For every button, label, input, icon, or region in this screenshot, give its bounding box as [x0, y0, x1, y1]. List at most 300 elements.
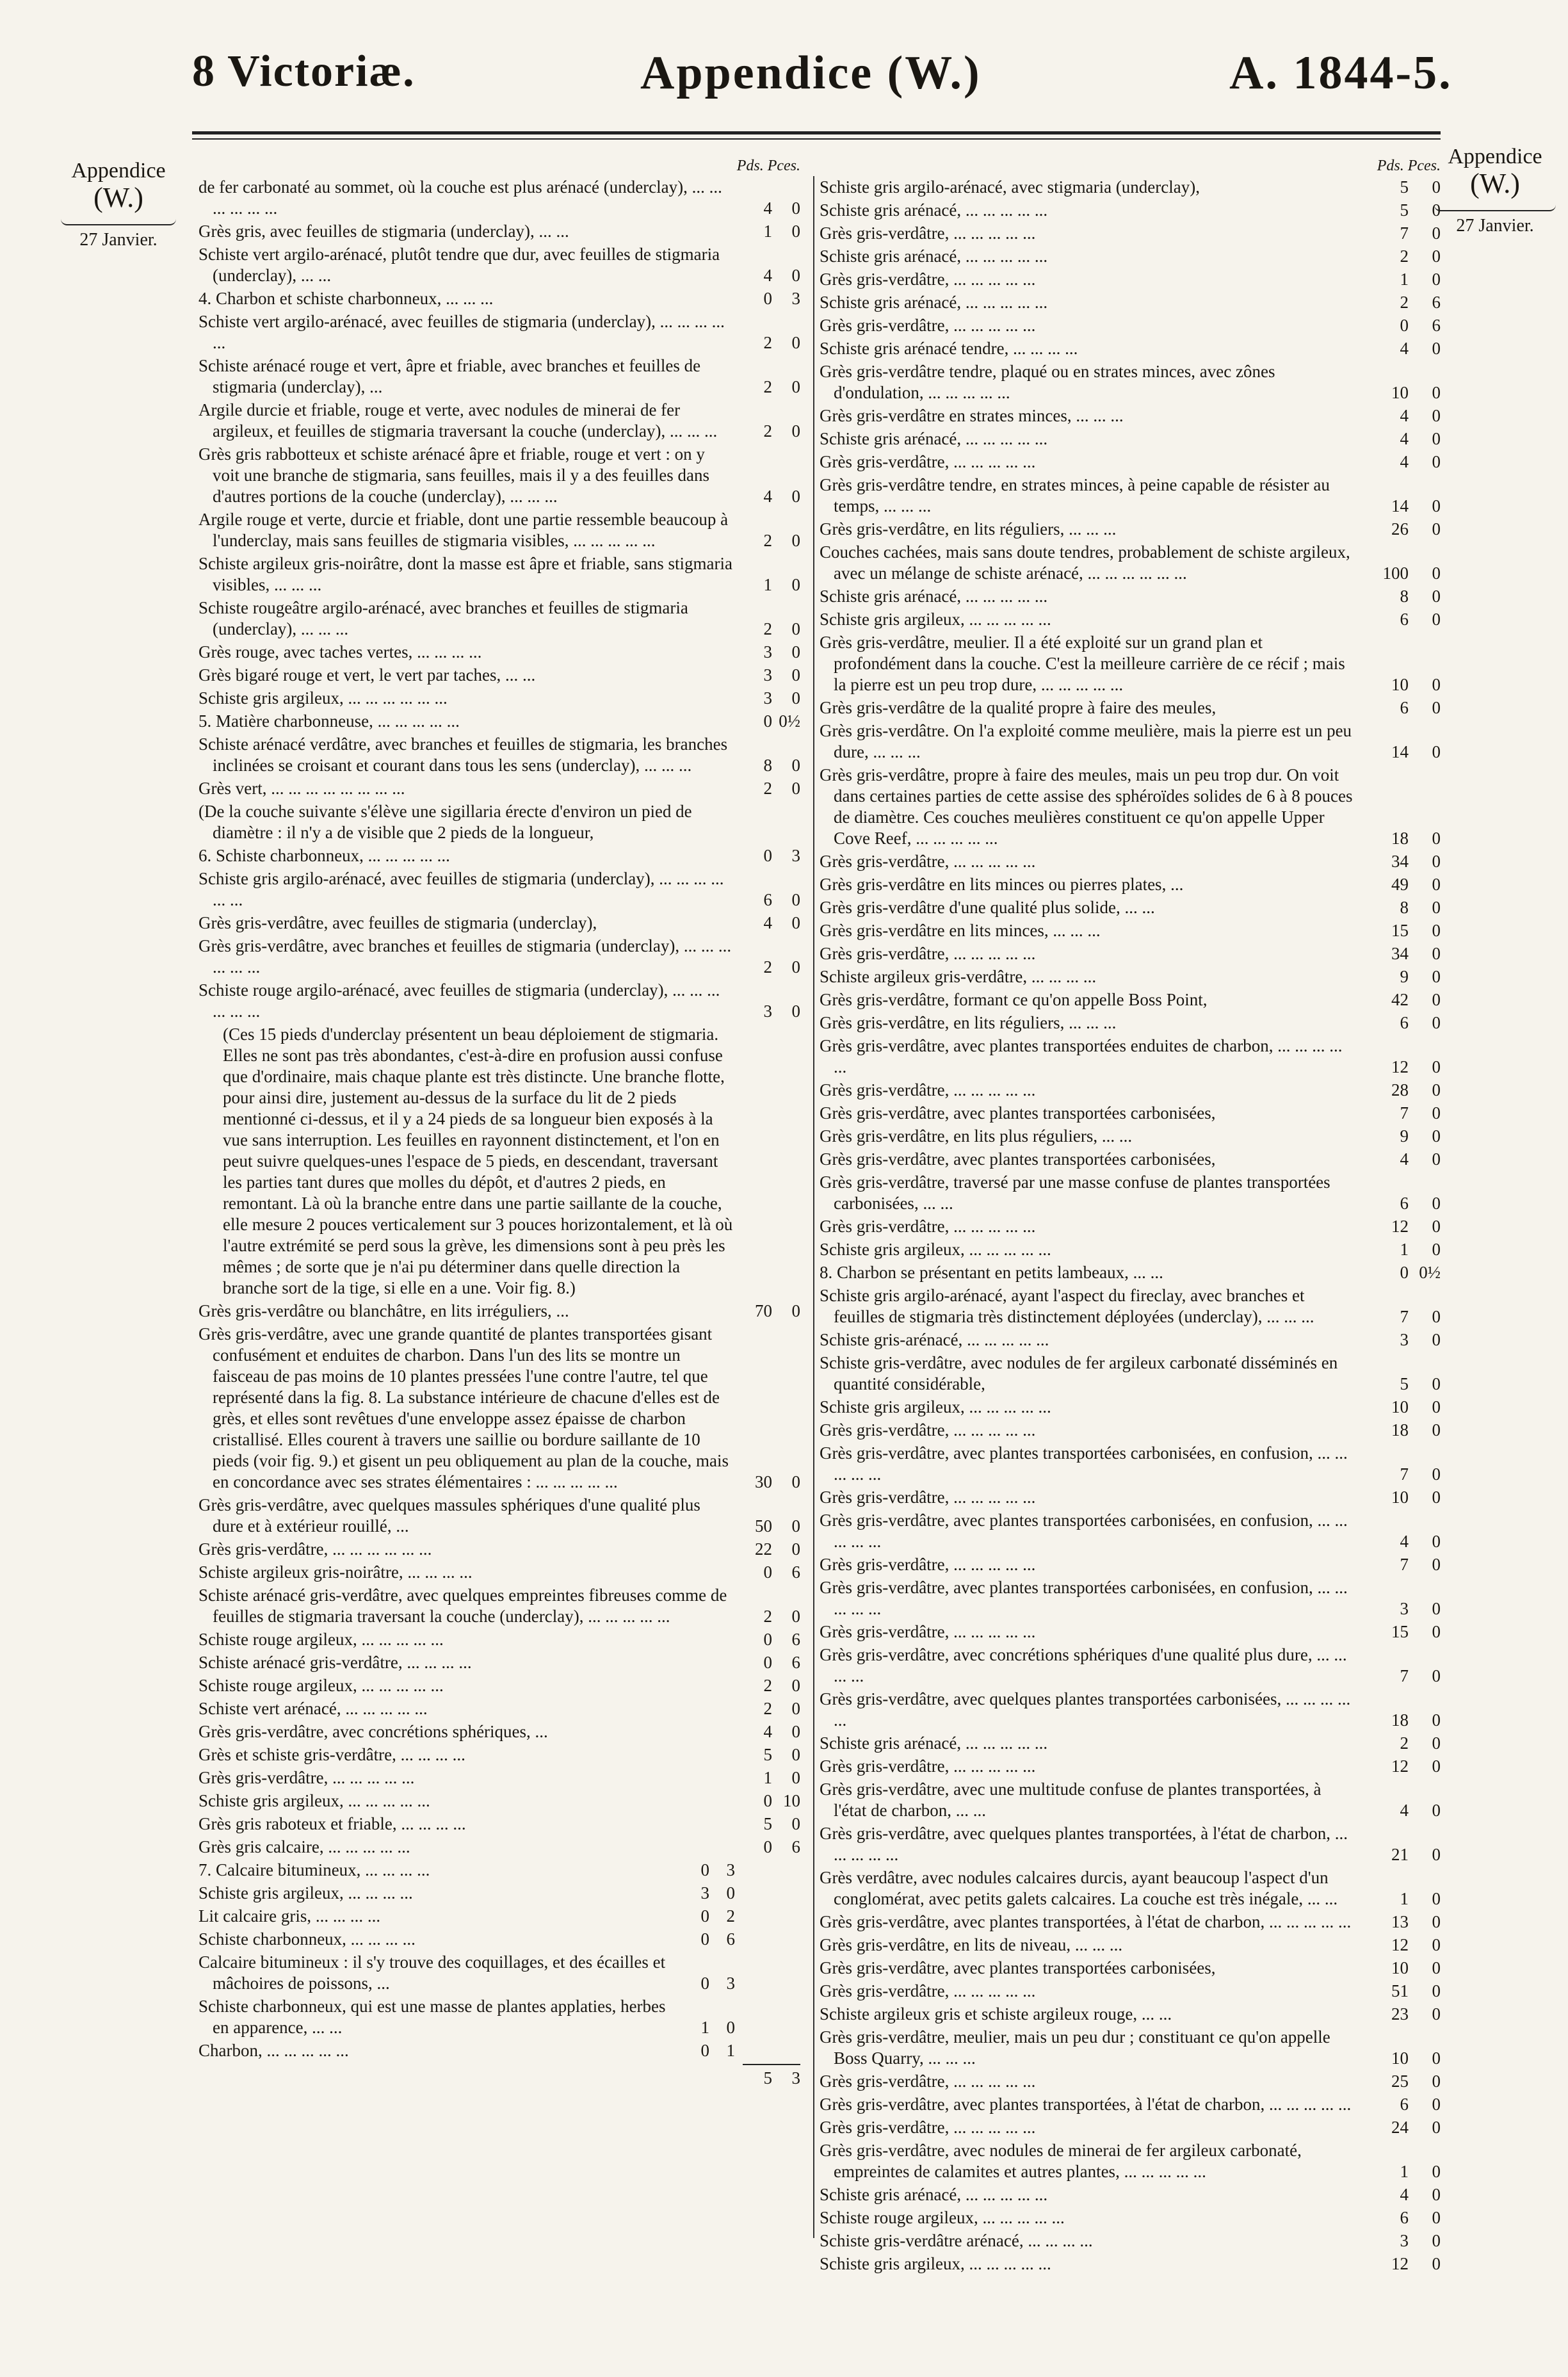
thickness-inches: 0 [1432, 898, 1441, 917]
stratum-row [820, 1867, 1441, 1910]
stratum-row [820, 2094, 1441, 2115]
thickness-feet: 8 [1400, 587, 1409, 606]
thickness-inches: 0 [1432, 2118, 1441, 2137]
stratum-description: Grès gris-verdâtre. On l'a exploité comme meulière, mais la pierre est un peu dure, ... ... ... [820, 721, 1352, 761]
thickness-inches: 10 [783, 1791, 800, 1810]
thickness-inches: 0½ [779, 711, 800, 731]
stratum-row [198, 1906, 800, 1927]
stratum-row [198, 1721, 800, 1742]
thickness-feet: 5 [763, 1745, 772, 1764]
stratum-row [198, 711, 800, 732]
thickness-inches: 0 [1432, 829, 1441, 848]
stratum-description: Schiste gris arénacé, ... ... ... ... ... [820, 587, 1048, 606]
thickness-feet: 7 [1400, 1464, 1409, 1484]
stratum-description: Argile rouge et verte, durcie et friable, dont une partie ressemble beaucoup à l'underclay, mais sans feuilles de stigmaria visibles, ... ... ... ... ... [198, 510, 729, 550]
stratum-description: Grès gris-verdâtre, en lits réguliers, ... ... ... [820, 519, 1117, 539]
thickness-feet: 8 [1400, 898, 1409, 917]
thickness-inches: 0 [1432, 1080, 1441, 1099]
stratum-row [820, 1149, 1441, 1170]
thickness-inches: 0 [1432, 1420, 1441, 1440]
stratum-description: Schiste argileux gris et schiste argileux rouge, ... ... [820, 2004, 1172, 2024]
stratum-row [820, 1329, 1441, 1351]
stratum-description: 8. Charbon se présentant en petits lambeaux, ... ... [820, 1263, 1163, 1282]
stratum-row [820, 943, 1441, 964]
thickness-feet: 12 [1391, 1935, 1409, 1954]
thickness-feet: 4 [763, 913, 772, 932]
stratum-row [198, 1929, 800, 1950]
thickness-feet: 25 [1391, 2072, 1409, 2091]
thickness-feet: 13 [1391, 1912, 1409, 1931]
margin-letter: (W.) [93, 182, 143, 213]
thickness-feet: 10 [1391, 1958, 1409, 1977]
stratum-description: Grès gris-verdâtre, avec plantes transportées, à l'état de charbon, ... ... ... ... ... [820, 1912, 1352, 1931]
thickness-inches: 0 [1432, 1666, 1441, 1685]
thickness-inches: 6 [1432, 316, 1441, 335]
thickness-inches: 0 [1432, 698, 1441, 717]
thickness-inches: 0 [791, 333, 800, 352]
thickness-feet: 34 [1391, 852, 1409, 871]
stratum-row [820, 200, 1441, 221]
sub-inches: 0 [726, 2018, 735, 2037]
stratum-description: Grès gris-verdâtre, avec quelques plantes transportées carbonisées, ... ... ... ... ... [820, 1689, 1351, 1730]
margin-date: 27 Janvier. [79, 230, 158, 250]
sub-feet: 0 [700, 2041, 709, 2060]
thickness-feet: 0 [1400, 1263, 1409, 1282]
thickness-inches: 6 [791, 1630, 800, 1649]
thickness-inches: 0 [1432, 2185, 1441, 2204]
stratum-row [198, 1860, 800, 1881]
thickness-inches: 6 [1432, 293, 1441, 312]
stratum-row [198, 244, 800, 286]
stratum-description: Schiste gris arénacé, ... ... ... ... ... [820, 1733, 1048, 1753]
stratum-row [198, 734, 800, 776]
thickness-feet: 2 [763, 957, 772, 977]
total-rule [743, 2064, 800, 2065]
thickness-feet: 3 [1400, 1599, 1409, 1618]
stratum-row [820, 1420, 1441, 1441]
thickness-inches: 0 [1432, 921, 1441, 940]
stratum-description: Grès gris-verdâtre, avec plantes transportées carbonisées, en confusion, ... ... ... ... ... [820, 1578, 1348, 1618]
thickness-feet: 49 [1391, 875, 1409, 894]
stratum-description: Schiste rouge argileux, ... ... ... ... ... [198, 1630, 444, 1649]
stratum-description: Schiste gris argileux, ... ... ... ... [198, 1883, 413, 1902]
stratum-description: Schiste gris argilo-arénacé, ayant l'aspect du fireclay, avec branches et feuilles de stigmaria très distinctement déployées (underclay), ... ... ... [820, 1286, 1314, 1326]
thickness-feet: 18 [1391, 829, 1409, 848]
thickness-inches: 0 [791, 199, 800, 218]
thickness-inches: 0 [1432, 1756, 1441, 1776]
thickness-feet: 1 [763, 1768, 772, 1787]
thickness-feet: 1 [1400, 270, 1409, 289]
thickness-inches: 0 [1432, 1057, 1441, 1076]
thickness-feet: 2 [1400, 293, 1409, 312]
stratum-description: Grès gris-verdâtre, avec nodules de minerai de fer argileux carbonaté, empreintes de calamites et autres plantes, ... ... ... ... ... [820, 2141, 1302, 2181]
sub-inches: 3 [726, 1860, 735, 1879]
thickness-feet: 0 [763, 711, 772, 731]
thickness-feet: 0 [763, 289, 772, 308]
stratum-row [820, 1911, 1441, 1933]
thickness-inches: 0 [1432, 1240, 1441, 1259]
stratum-row [820, 1510, 1441, 1552]
thickness-inches: 0 [1432, 1958, 1441, 1977]
stratum-row [820, 428, 1441, 450]
thickness-feet: 9 [1400, 967, 1409, 986]
stratum-description: Grès rouge, avec taches vertes, ... ... ... ... [198, 642, 482, 661]
thickness-inches: 0 [1432, 2208, 1441, 2227]
thickness-inches: 0 [1432, 1912, 1441, 1931]
stratum-row [820, 2027, 1441, 2069]
stratum-row [820, 966, 1441, 987]
thickness-feet: 4 [1400, 2185, 1409, 2204]
stratum-description: Grès gris-verdâtre, en lits réguliers, ... ... ... [820, 1013, 1117, 1032]
margin-note-left [54, 160, 182, 251]
thickness-inches: 0 [1432, 944, 1441, 963]
thickness-inches: 0 [1432, 2254, 1441, 2273]
stratum-description: Grès gris-verdâtre, ... ... ... ... ... [820, 852, 1036, 871]
thickness-feet: 3 [1400, 1330, 1409, 1349]
stratum-row [820, 2140, 1441, 2182]
stratum-description: Schiste argileux gris-noirâtre, dont la masse est âpre et friable, sans stigmaria visibles, ... ... ... [198, 554, 732, 594]
stratum-row [820, 2004, 1441, 2025]
stratum-description: Schiste arénacé gris-verdâtre, avec quelques empreintes fibreuses comme de feuilles de stigmaria traversant la couche (underclay), ... ... ... ... ... [198, 1586, 727, 1626]
stratum-row [198, 1585, 800, 1627]
stratum-row [820, 1621, 1441, 1643]
thickness-inches: 0 [1432, 247, 1441, 266]
thickness-inches: 0½ [1419, 1263, 1441, 1282]
stratum-description: Schiste arénacé rouge et vert, âpre et friable, avec branches et feuilles de stigmaria (underclay), ... [198, 356, 701, 396]
stratum-row [820, 519, 1441, 540]
sub-inches: 6 [726, 1929, 735, 1949]
thickness-inches: 0 [1432, 1622, 1441, 1641]
thickness-inches: 0 [1432, 1981, 1441, 2000]
stratum-row [820, 338, 1441, 359]
thickness-inches: 0 [1432, 2231, 1441, 2250]
sub-feet: 0 [700, 1860, 709, 1879]
thickness-feet: 7 [1400, 1307, 1409, 1326]
stratum-description: Grès gris-verdâtre, ... ... ... ... ... [820, 1217, 1036, 1236]
thickness-feet: 42 [1391, 990, 1409, 1009]
thickness-feet: 2 [763, 333, 772, 352]
thickness-inches: 0 [1432, 1733, 1441, 1753]
thickness-inches: 0 [1432, 1464, 1441, 1484]
stratum-row [820, 851, 1441, 872]
thickness-inches: 0 [1432, 587, 1441, 606]
stratum-description: Schiste vert arénacé, ... ... ... ... ... [198, 1699, 428, 1718]
stratum-row [820, 292, 1441, 313]
thickness-feet: 6 [1400, 610, 1409, 629]
stratum-description: Grès gris-verdâtre, meulier, mais un peu dur ; constituant ce qu'on appelle Boss Quarry, ... ... ... [820, 2027, 1330, 2068]
thickness-feet: 18 [1391, 1710, 1409, 1730]
stratum-row [820, 1103, 1441, 1124]
thickness-feet: 10 [1391, 1488, 1409, 1507]
thickness-feet: 4 [1400, 1801, 1409, 1820]
thickness-feet: 2 [763, 531, 772, 550]
thickness-feet: 22 [755, 1539, 772, 1559]
thickness-inches: 0 [1432, 1103, 1441, 1123]
left-column [198, 158, 800, 2091]
header-rule-thin [192, 138, 1441, 140]
thickness-feet: 24 [1391, 2118, 1409, 2137]
total-row [198, 2068, 800, 2089]
stratum-description: Schiste rouge argileux, ... ... ... ... ... [198, 1676, 444, 1695]
stratum-description: Grès gris-verdâtre, en lits de niveau, ... ... ... [820, 1935, 1123, 1954]
stratum-description: Schiste gris-verdâtre, avec nodules de fer argileux carbonaté disséminés en quantité considérable, [820, 1353, 1338, 1393]
thickness-inches: 0 [791, 913, 800, 932]
stratum-description: Grès gris-verdâtre, ... ... ... ... ... [820, 2072, 1036, 2091]
stratum-description: Grès gris-verdâtre, avec une grande quantité de plantes transportées gisant confusément et enduites de charbon. Dans l'un des lits se montre un faisceau de pas moins de 10 plantes pressées l'une contre l'autre, tel que représenté dans la fig. 8. La substance intérieure de chacune d'elles est de grès, et elles sont revêtues d'une enveloppe assez épaisse de charbon cristallisé. Elles courent à travers une saillie ou bordure saillante de 10 pieds (voir fig. 9.) et gisent un peu obliquement au plan de la couche, mais en concordance avec ses strates élémentaires : ... ... ... ... ... [198, 1324, 729, 1491]
thickness-inches: 0 [791, 619, 800, 638]
thickness-feet: 10 [1391, 383, 1409, 402]
stratum-description: Grès gris calcaire, ... ... ... ... ... [198, 1837, 410, 1856]
stratum-row [198, 1652, 800, 1673]
stratum-row [820, 632, 1441, 695]
stratum-description: Grès gris-verdâtre, ... ... ... ... ... [820, 1555, 1036, 1574]
thickness-feet: 9 [1400, 1126, 1409, 1146]
stratum-row [820, 1012, 1441, 1034]
thickness-inches: 0 [1432, 1845, 1441, 1864]
stratum-row [820, 1958, 1441, 1979]
unit-header [198, 158, 800, 177]
stratum-row [198, 1629, 800, 1650]
thickness-inches: 0 [1432, 675, 1441, 694]
stratum-description: Schiste gris argilo-arénacé, avec feuilles de stigmaria (underclay), ... ... ... ... ... ... [198, 869, 724, 909]
thickness-inches: 0 [791, 487, 800, 506]
sub-inches: 0 [726, 1883, 735, 1902]
stratum-row [820, 1981, 1441, 2002]
thickness-feet: 2 [763, 1607, 772, 1626]
thickness-inches: 0 [791, 1699, 800, 1718]
sub-feet: 1 [700, 2018, 709, 2037]
stratum-row [198, 509, 800, 551]
stratum-row [198, 400, 800, 442]
thickness-inches: 0 [1432, 1194, 1441, 1213]
stratum-row [198, 1675, 800, 1696]
thickness-inches: 0 [791, 222, 800, 241]
thickness-inches: 0 [791, 1768, 800, 1787]
stratum-description: Grès gris-verdâtre, avec branches et feuilles de stigmaria (underclay), ... ... ... ... ... ... [198, 936, 732, 977]
thickness-inches: 0 [1432, 1013, 1441, 1032]
stratum-description: Grès gris-verdâtre d'une qualité plus solide, ... ... [820, 898, 1155, 917]
stratum-description: Couches cachées, mais sans doute tendres, probablement de schiste argileux, avec un mélange de schiste arénacé, ... ... ... ... ... ... [820, 542, 1350, 583]
stratum-description: Grès vert, ... ... ... ... ... ... ... ... [198, 779, 405, 798]
stratum-row [820, 1756, 1441, 1777]
thickness-feet: 2 [763, 619, 772, 638]
thickness-feet: 2 [1400, 1733, 1409, 1753]
thickness-inches: 0 [1432, 270, 1441, 289]
thickness-feet: 5 [1400, 1374, 1409, 1393]
stratum-row [820, 2207, 1441, 2228]
stratum-row [820, 2184, 1441, 2205]
thickness-feet: 4 [763, 266, 772, 285]
stratum-row [820, 2117, 1441, 2138]
thickness-feet: 5 [763, 2068, 772, 2088]
thickness-inches: 0 [1432, 200, 1441, 220]
stratum-row [198, 1698, 800, 1719]
thickness-inches: 0 [1432, 1217, 1441, 1236]
stratum-description: Grès gris rabbotteux et schiste arénacé âpre et friable, rouge et vert : on y voit une branche de stigmaria, sans feuilles, mais il y a des feuilles dans d'autres portions de la couche (underclay), ... ... ... [198, 444, 710, 506]
thickness-inches: 0 [1432, 223, 1441, 243]
thickness-inches: 0 [1432, 1397, 1441, 1416]
stratum-description: Grès gris-verdâtre, ... ... ... ... ... [820, 1756, 1036, 1776]
thickness-inches: 0 [791, 1301, 800, 1320]
stratum-row [198, 1495, 800, 1537]
stratum-description: Schiste gris argileux, ... ... ... ... ... [820, 610, 1051, 629]
stratum-description: Grès gris-verdâtre, ... ... ... ... ... [820, 223, 1036, 243]
stratum-description: 5. Matière charbonneuse, ... ... ... ... ... [198, 711, 460, 731]
thickness-inches: 0 [791, 642, 800, 661]
stratum-row [198, 1539, 800, 1560]
thickness-feet: 23 [1391, 2004, 1409, 2024]
thickness-inches: 0 [791, 1814, 800, 1833]
thickness-inches: 0 [1432, 383, 1441, 402]
thickness-feet: 26 [1391, 519, 1409, 539]
thickness-inches: 3 [791, 2068, 800, 2088]
stratum-description: Grès gris-verdâtre, traversé par une masse confuse de plantes transportées carbonisées, ... ... [820, 1172, 1330, 1213]
header-center: Appendice (W.) [640, 47, 982, 99]
stratum-description: Grès gris-verdâtre, avec concrétions sphériques d'une qualité plus dure, ... ... ... ... [820, 1645, 1347, 1685]
thickness-feet: 0 [763, 846, 772, 865]
stratum-description: Grès gris-verdâtre, ... ... ... ... ... [820, 1622, 1036, 1641]
stratum-description: Schiste vert argilo-arénacé, plutôt tendre que dur, avec feuilles de stigmaria (underclay), ... ... [198, 245, 720, 285]
margin-brace [61, 219, 176, 225]
column-divider [813, 176, 814, 2238]
sub-feet: 0 [700, 1906, 709, 1926]
thickness-inches: 0 [1432, 742, 1441, 761]
stratum-row [820, 1733, 1441, 1754]
stratum-description: Grès gris-verdâtre, avec plantes transportées carbonisées, en confusion, ... ... ... ... ... [820, 1511, 1348, 1551]
stratum-row [820, 1352, 1441, 1395]
thickness-feet: 10 [1391, 1397, 1409, 1416]
thickness-inches: 0 [1432, 1889, 1441, 1908]
stratum-description: Schiste gris arénacé, ... ... ... ... ... [820, 200, 1048, 220]
stratum-row [820, 223, 1441, 244]
thickness-inches: 0 [791, 779, 800, 798]
stratum-description: Grès gris-verdâtre en lits minces, ... ... ... [820, 921, 1101, 940]
thickness-feet: 7 [1400, 1103, 1409, 1123]
thickness-feet: 6 [763, 890, 772, 909]
thickness-feet: 0 [763, 1562, 772, 1582]
thickness-feet: 1 [1400, 1889, 1409, 1908]
thickness-inches: 0 [791, 756, 800, 775]
stratum-description: Grès gris-verdâtre, ... ... ... ... ... [820, 316, 1036, 335]
thickness-feet: 10 [1391, 675, 1409, 694]
sub-inches: 3 [726, 1974, 735, 1993]
margin-title: Appendice [1448, 145, 1542, 168]
sub-feet: 0 [700, 1974, 709, 1993]
thickness-feet: 0 [1400, 316, 1409, 335]
stratum-description: Charbon, ... ... ... ... ... [198, 2041, 349, 2060]
header-right: A. 1844-5. [1229, 47, 1453, 99]
stratum-row [198, 444, 800, 507]
thickness-inches: 0 [1432, 496, 1441, 515]
stratum-description: Grès gris-verdâtre, ... ... ... ... ... [820, 452, 1036, 471]
stratum-description: Grès gris-verdâtre tendre, en strates minces, à peine capable de résister au temps, ... ... ... [820, 475, 1330, 515]
thickness-inches: 0 [1432, 875, 1441, 894]
stratum-description: Argile durcie et friable, rouge et verte, avec nodules de minerai de fer argileux, et feuilles de stigmaria traversant la couche (underclay), ... ... ... [198, 400, 718, 441]
sub-inches: 2 [726, 1906, 735, 1926]
stratum-row [820, 1689, 1441, 1731]
sub-feet: 0 [700, 1929, 709, 1949]
stratum-row [198, 1767, 800, 1789]
stratum-row [820, 609, 1441, 630]
thickness-feet: 2 [763, 377, 772, 396]
thickness-feet: 8 [763, 756, 772, 775]
thickness-feet: 3 [763, 665, 772, 685]
stratum-description: Schiste gris arénacé, ... ... ... ... ... [820, 429, 1048, 448]
stratum-row [820, 475, 1441, 517]
thickness-inches: 0 [1432, 452, 1441, 471]
thickness-inches: 0 [791, 377, 800, 396]
thickness-feet: 15 [1391, 921, 1409, 940]
thickness-feet: 0 [763, 1837, 772, 1856]
stratum-row [820, 177, 1441, 198]
thickness-inches: 0 [791, 1745, 800, 1764]
thickness-feet: 3 [763, 688, 772, 708]
thickness-feet: 0 [763, 1630, 772, 1649]
stratum-row [198, 1324, 800, 1493]
stratum-description: Schiste arénacé verdâtre, avec branches et feuilles de stigmaria, les branches inclinées se croisant et courant dans tous les sens (underclay), ... ... ... [198, 734, 728, 775]
stratum-description: Grès et schiste gris-verdâtre, ... ... ... ... [198, 1745, 465, 1764]
stratum-row [820, 1285, 1441, 1327]
stratum-row [198, 688, 800, 709]
thickness-feet: 4 [1400, 1532, 1409, 1551]
thickness-feet: 7 [1400, 1555, 1409, 1574]
stratum-description: Schiste vert argilo-arénacé, avec feuilles de stigmaria (underclay), ... ... ... ... ... [198, 312, 725, 352]
stratum-row [198, 355, 800, 398]
thickness-inches: 6 [791, 1837, 800, 1856]
stratum-row [820, 315, 1441, 336]
thickness-feet: 1 [763, 575, 772, 594]
stratum-description: Grès gris-verdâtre, propre à faire des meules, mais un peu trop dur. On voit dans certaines parties de cette assise des sphéroïdes solides de 6 à 8 pouces de diamètre. Ces couches meulières constituent ce qu'on appelle Upper Cove Reef, ... ... ... ... ... [820, 765, 1353, 848]
stratum-row [198, 1813, 800, 1835]
margin-letter: (W.) [1470, 168, 1520, 199]
stratum-description: Schiste argileux gris-verdâtre, ... ... ... ... [820, 967, 1097, 986]
thickness-feet: 34 [1391, 944, 1409, 963]
stratum-row [820, 765, 1441, 849]
stratum-row [820, 989, 1441, 1010]
stratum-description: Grès gris raboteux et friable, ... ... ... ... [198, 1814, 466, 1833]
stratum-row [820, 1397, 1441, 1418]
stratum-row [820, 1126, 1441, 1147]
thickness-feet: 6 [1400, 1194, 1409, 1213]
stratum-row [820, 542, 1441, 584]
thickness-feet: 4 [1400, 406, 1409, 425]
stratum-description: Grès gris-verdâtre, ... ... ... ... ... [198, 1768, 415, 1787]
stratum-row [198, 1562, 800, 1583]
stratum-description: Schiste gris arénacé, ... ... ... ... ... [820, 247, 1048, 266]
stratum-row [820, 2253, 1441, 2275]
thickness-inches: 0 [791, 1002, 800, 1021]
stratum-row [820, 451, 1441, 473]
thickness-feet: 6 [1400, 2095, 1409, 2114]
strata-list [820, 177, 1441, 2275]
thickness-inches: 0 [1432, 1330, 1441, 1349]
thickness-inches: 0 [1432, 1710, 1441, 1730]
thickness-feet: 18 [1391, 1420, 1409, 1440]
thickness-inches: 0 [1432, 406, 1441, 425]
stratum-description: Schiste gris-verdâtre arénacé, ... ... ... ... [820, 2231, 1093, 2250]
thickness-inches: 3 [791, 846, 800, 865]
margin-date: 27 Janvier. [1456, 216, 1534, 236]
header-rule-thick [192, 131, 1441, 134]
stratum-row [820, 874, 1441, 895]
thickness-inches: 0 [791, 531, 800, 550]
stratum-row [820, 246, 1441, 267]
thickness-inches: 0 [791, 890, 800, 909]
stratum-row [198, 868, 800, 911]
stratum-row [198, 221, 800, 242]
stratum-row [198, 642, 800, 663]
stratum-row [820, 920, 1441, 941]
